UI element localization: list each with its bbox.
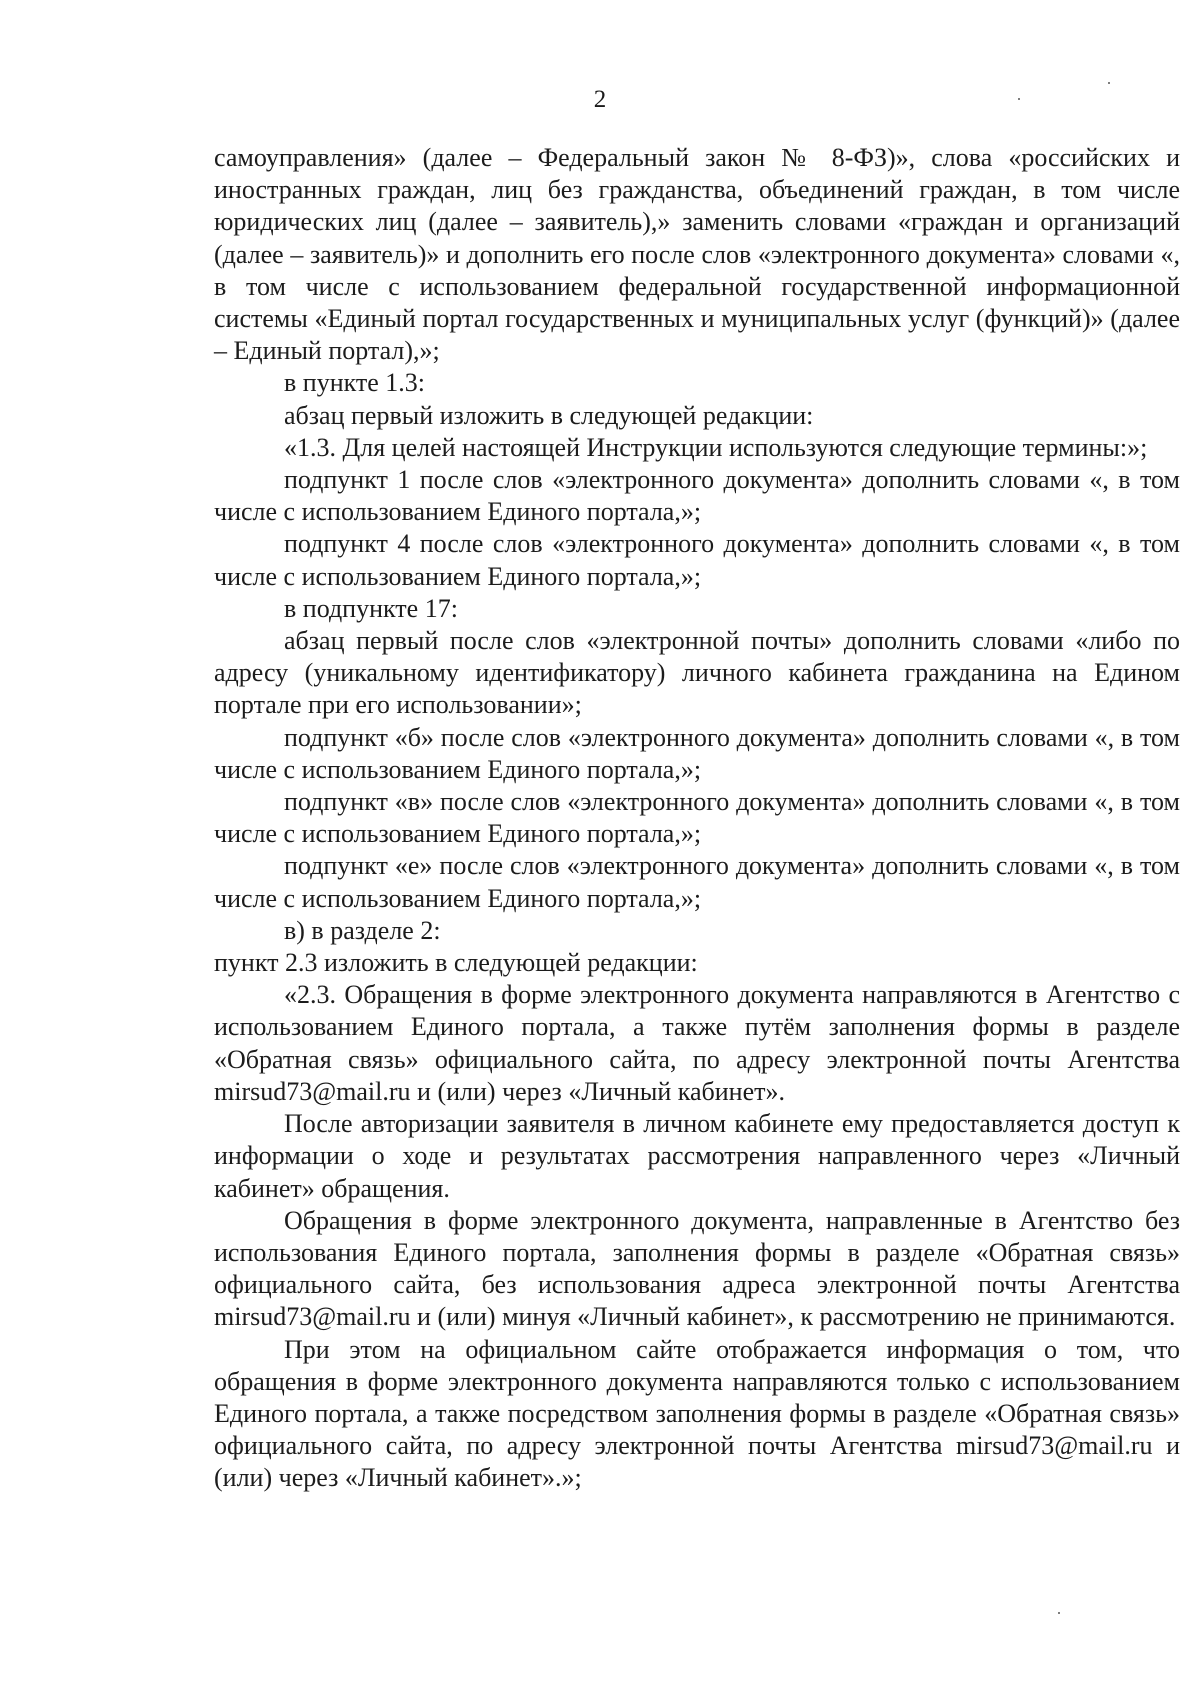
paragraph: подпункт 1 после слов «электронного документа» дополнить словами «, в том числе с использованием Единого портала,»;: [214, 465, 1180, 527]
page-number: 2: [593, 86, 607, 113]
paragraph: подпункт «в» после слов «электронного документа» дополнить словами «, в том числе с использованием Единого портала,»;: [214, 787, 1180, 849]
document-body: [214, 142, 1180, 1495]
paragraph: После авторизации заявителя в личном кабинете ему предоставляется доступ к информации о ходе и результатах рассмотрения направленного через «Личный кабинет» обращения.: [214, 1109, 1180, 1203]
paragraph: пункт 2.3 изложить в следующей редакции:: [214, 948, 698, 978]
paragraph: в пункте 1.3:: [284, 368, 426, 398]
scan-speck: [1108, 82, 1110, 84]
paragraph: «1.3. Для целей настоящей Инструкции используются следующие термины:»;: [284, 432, 1148, 462]
paragraph: подпункт 4 после слов «электронного документа» дополнить словами «, в том числе с использованием Единого портала,»;: [214, 529, 1180, 591]
paragraph: подпункт «е» после слов «электронного документа» дополнить словами «, в том числе с использованием Единого портала,»;: [214, 851, 1180, 913]
paragraph: подпункт «б» после слов «электронного документа» дополнить словами «, в том числе с использованием Единого портала,»;: [214, 722, 1180, 784]
scan-speck: [1058, 1612, 1060, 1614]
scan-speck: [1018, 98, 1020, 100]
paragraph: «2.3. Обращения в форме электронного документа направляются в Агентство с использованием Единого портала, а также путём заполнения формы в разделе «Обратная связь» официального сайта, по адресу электронной почты Агентства mirsud73@mail.ru и (или) через «Личный кабинет».: [214, 980, 1180, 1106]
paragraph: При этом на официальном сайте отображается информация о том, что обращения в форме электронного документа направляются только с использованием Единого портала, а также посредством заполнения формы в разделе «Обратная связь» официального сайта, по адресу электронной почты Агентства mirsud73@mail.ru и (или) через «Личный кабинет».»;: [214, 1334, 1180, 1493]
paragraph: абзац первый изложить в следующей редакции:: [284, 400, 814, 430]
paragraph: Обращения в форме электронного документа, направленные в Агентство без использования Единого портала, заполнения формы в разделе «Обратная связь» официального сайта, без использования адреса электронной почты Агентства mirsud73@mail.ru и (или) минуя «Личный кабинет», к рассмотрению не принимаются.: [214, 1205, 1180, 1332]
paragraph: самоуправления» (далее – Федеральный закон № 8-ФЗ)», слова «российских и иностранных граждан, лиц без гражданства, объединений граждан, в том числе юридических лиц (далее – заявитель),» заменить словами «граждан и организаций (далее – заявитель)» и дополнить его после слов «электронного документа» словами «, в том числе с использованием федеральной государственной информационной системы «Единый портал государственных и муниципальных услуг (функций)» (далее – Единый портал),»;: [214, 143, 1180, 366]
paragraph: в) в разделе 2:: [284, 915, 441, 945]
paragraph: в подпункте 17:: [284, 593, 458, 623]
paragraph: абзац первый после слов «электронной почты» дополнить словами «либо по адресу (уникальному идентификатору) личного кабинета гражданина на Едином портале при его использовании»;: [214, 626, 1180, 720]
